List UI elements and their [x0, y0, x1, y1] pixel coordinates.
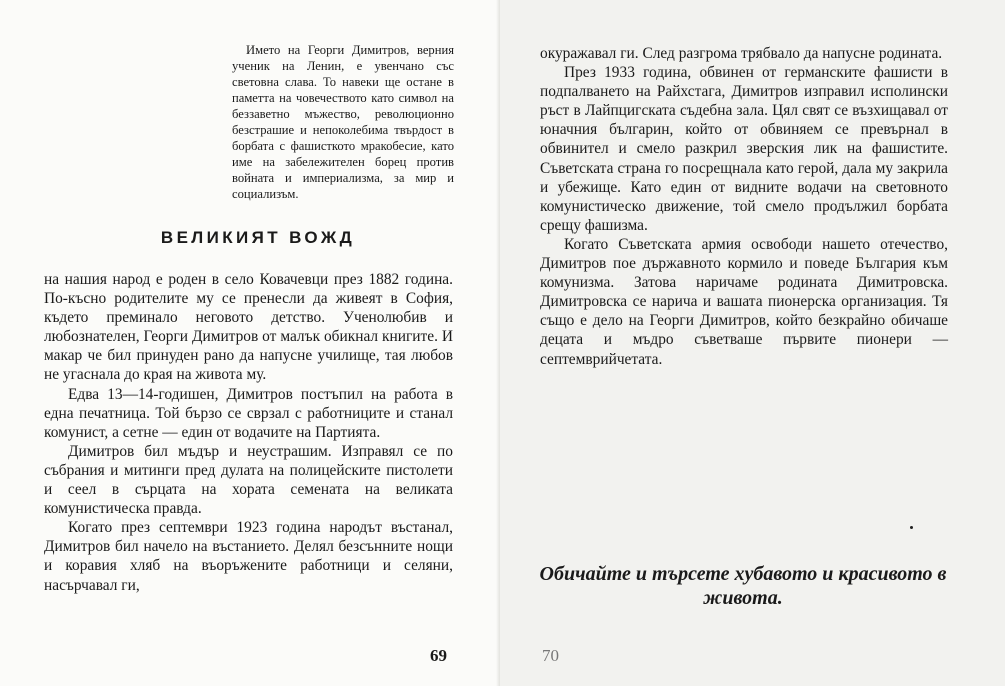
right-page-body: [540, 44, 948, 369]
paragraph: Едва 13—14-годишен, Димитров постъпил на работа в една печатница. Той бързо се сврзал с работниците и станал комунист, а сетне — един от водачите на Партията.: [44, 385, 453, 441]
paragraph: Когато през септември 1923 година народът въстанал, Димитров бил начело на въстанието. Делял безсънните нощи и коравия хляб на въоръжените работници и селяни, насърчавал ги,: [44, 519, 453, 594]
paragraph: окуражавал ги. След разгрома трябвало да напусне родината.: [540, 45, 943, 62]
left-page: [0, 0, 500, 686]
paragraph: на нашия народ е роден в село Ковачевци през 1882 година. По-късно родителите му се пренесли да живеят в София, където преминало неговото детство. Ученолюбив и любознателен, Георги Димитров от малък обикнал книгите. И макар че бил принуден рано да напусне училище, тая любов не угаснала до края на живота му.: [44, 271, 453, 384]
paragraph: През 1933 година, обвинен от германските фашисти в подпалването на Райхстага, Димитров изправил исполински ръст в Лайпцигската съдебна зала. Цял свят се възхищавал от юначния българин, който от обвиняем се превърнал в обвинител и смело разкрил зверския лик на фашистите. Съветската страна го посрещнала като герой, дала му закрила и убежище. Като един от видните водачи на световното комунистическо движение, той смело продължил борбата срещу фашизма.: [540, 64, 948, 234]
page-number-right: 70: [542, 646, 559, 665]
paragraph: Димитров бил мъдър и неустрашим. Изправял се по събрания и митинги пред дулата на полицейските пистолети и сеел в сърцата на хората семената на великата комунистическа правда.: [44, 442, 453, 518]
motto: Обичайте и търсете хубавото и красивото в живота.: [539, 563, 947, 609]
left-page-body: [44, 270, 453, 595]
chapter-heading: ВЕЛИКИЯТ ВОЖД: [160, 228, 356, 247]
print-speck: [910, 526, 913, 529]
epigraph: Името на Георги Димитров, верния ученик на Ленин, е увенчано със световна слава. То навеки ще остане в паметта на човечеството като символ на беззаветно мъжество, революционно безстрашие и непоколебима твърдост в борбата с фашисткото мракобесие, като име на забележителен борец против войната и империализма, за мир и социализъм.: [232, 43, 454, 201]
page-number-left: 69: [430, 646, 447, 665]
paragraph: Когато Съветската армия освободи нашето отечество, Димитров пое държавното кормило и поведе България към комунизма. Затова наричаме родината Димитровска. Димитровска се нарича и вашата пионерска организация. Тя също е дело на Георги Димитров, който безкрайно обичаше децата и мъдро съветваше първите пионери — септемврийчетата.: [540, 235, 948, 368]
